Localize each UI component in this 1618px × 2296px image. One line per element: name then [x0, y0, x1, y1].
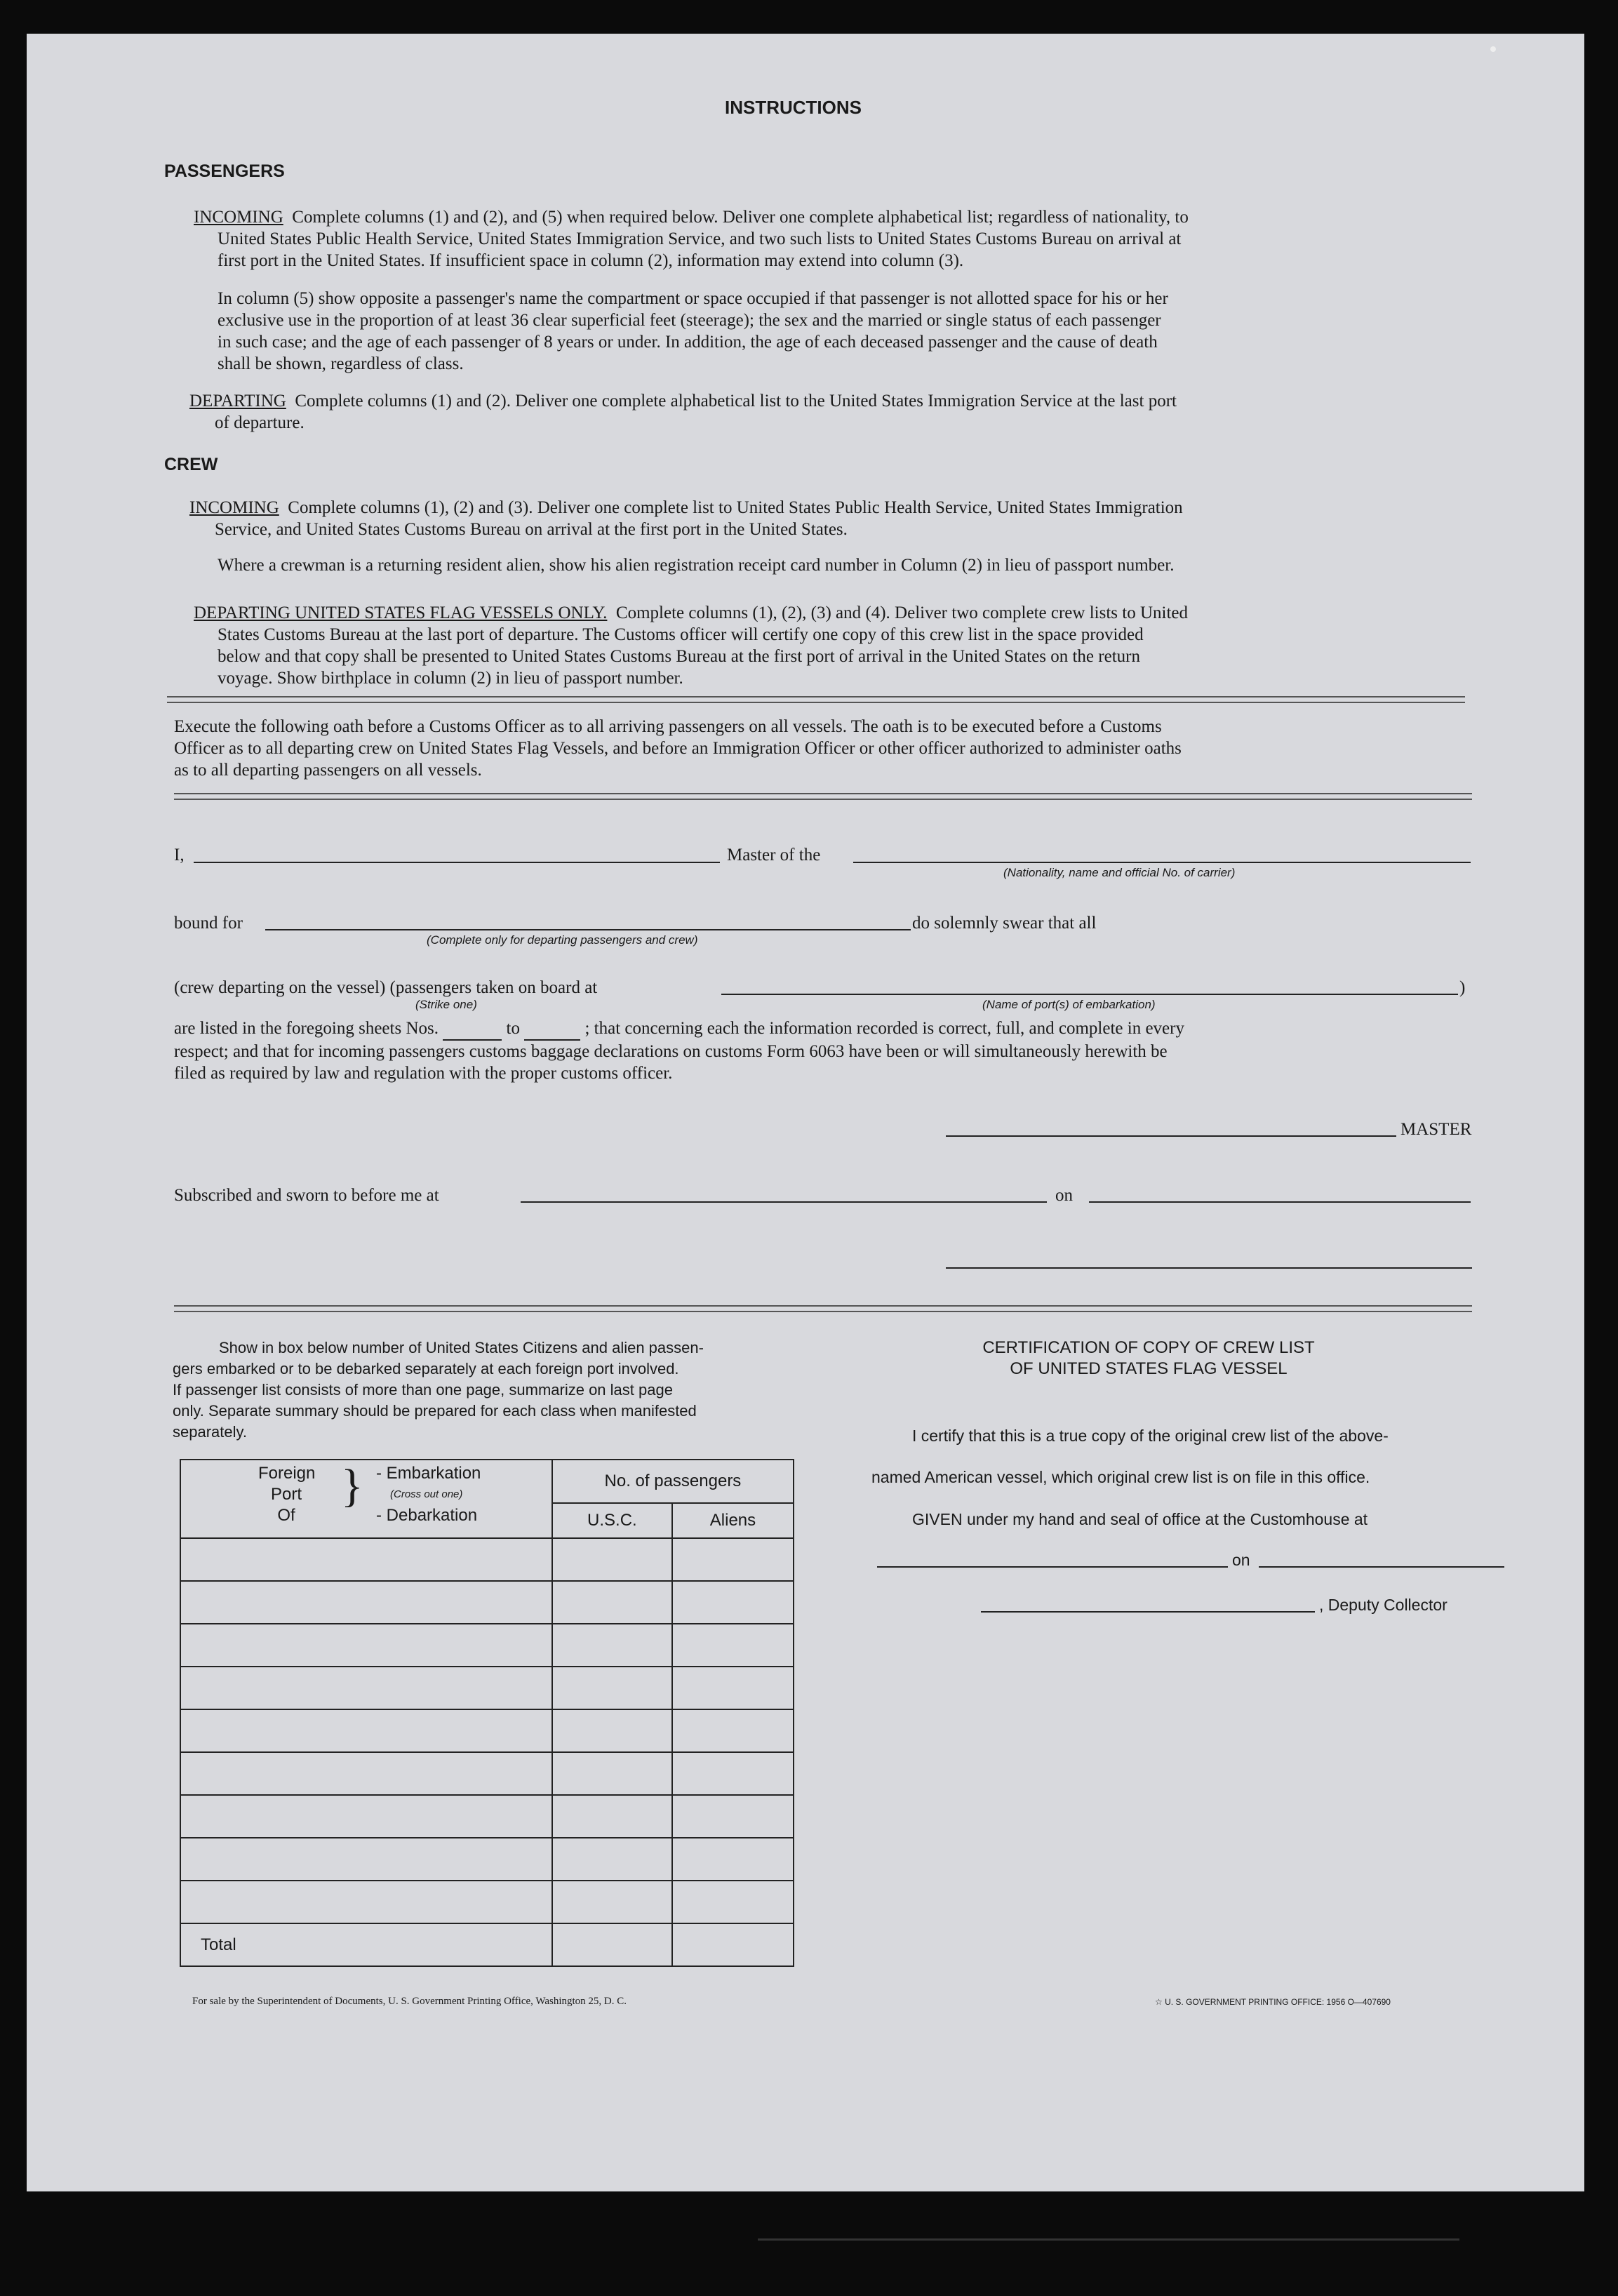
passengers-heading: PASSENGERS: [164, 161, 285, 181]
certification-heading: [864, 1337, 1433, 1380]
carrier-caption: (Nationality, name and official No. of carrier): [1003, 866, 1236, 879]
certification-line-3: GIVEN under my hand and seal of office at the Customhouse at: [912, 1510, 1368, 1528]
crew-heading: CREW: [164, 455, 218, 474]
usc-cell[interactable]: [552, 1624, 672, 1667]
summary-intro-4: only. Separate summary should be prepared for each class when manifested: [173, 1402, 697, 1420]
aliens-cell[interactable]: [672, 1838, 794, 1881]
customhouse-field[interactable]: [877, 1566, 1228, 1568]
oath-intro-line-1: Execute the following oath before a Customs Officer as to all arriving passengers on all vessels. The oath is to be executed before a Customs: [174, 717, 1162, 736]
table-row: [180, 1624, 794, 1667]
crew-incoming-text: Complete columns (1), (2) and (3). Deliver one complete list to United States Public Health Service, United States Immigration: [288, 498, 1183, 517]
table-row: [180, 1838, 794, 1881]
aliens-cell[interactable]: [672, 1752, 794, 1795]
aliens-cell[interactable]: [672, 1795, 794, 1838]
listed-paragraph: [174, 1017, 1479, 1084]
of-label: Of: [277, 1506, 295, 1525]
aliens-cell[interactable]: [672, 1624, 794, 1667]
page-title: INSTRUCTIONS: [725, 97, 862, 118]
passengers-incoming-text: Complete columns (1) and (2), and (5) when required below. Deliver one complete alphabetical list; regardless of nationality, to: [292, 208, 1189, 227]
bound-for-field[interactable]: [265, 929, 911, 930]
usc-cell[interactable]: [552, 1667, 672, 1709]
crew-departing-text-4: voyage. Show birthplace in column (2) in lieu of passport number.: [218, 669, 683, 688]
col5-line-2: exclusive use in the proportion of at least 36 clear superficial feet (steerage); the sex and the married or single status of each passenger: [218, 311, 1161, 330]
summary-intro-3: If passenger list consists of more than one page, summarize on last page: [173, 1381, 673, 1399]
embarkation-label: - Embarkation: [376, 1464, 481, 1483]
passengers-incoming-paragraph: [194, 206, 1471, 272]
usc-cell[interactable]: [552, 1881, 672, 1923]
total-aliens-cell[interactable]: [672, 1923, 794, 1966]
table-row: [180, 1667, 794, 1709]
deputy-collector-label: , Deputy Collector: [1319, 1596, 1447, 1614]
bound-for-label: bound for: [174, 914, 243, 933]
certification-line-2: named American vessel, which original crew list is on file in this office.: [871, 1468, 1370, 1486]
port-cell[interactable]: [180, 1881, 552, 1923]
summary-intro-5: separately.: [173, 1423, 247, 1441]
table-row: [180, 1795, 794, 1838]
usc-cell[interactable]: [552, 1538, 672, 1581]
passengers-departing-label: DEPARTING: [189, 392, 286, 411]
deputy-collector-signature-field[interactable]: [981, 1611, 1315, 1613]
footer-right: ☆ U. S. GOVERNMENT PRINTING OFFICE: 1956 O—407690: [1155, 1997, 1391, 2007]
scan-edge-line: [758, 2238, 1459, 2241]
summary-intro-1: Show in box below number of United States Citizens and alien passen-: [219, 1339, 704, 1356]
sworn-on-label: on: [1055, 1186, 1073, 1205]
aliens-cell[interactable]: [672, 1538, 794, 1581]
crew-departing-label: DEPARTING UNITED STATES FLAG VESSELS ONLY.: [194, 603, 608, 622]
col5-line-3: in such case; and the age of each passenger of 8 years or under. In addition, the age of each deceased passenger and the cause of death: [218, 333, 1158, 352]
passengers-departing-text-2: of departure.: [215, 413, 305, 432]
listed-text-a: are listed in the foregoing sheets Nos.: [174, 1019, 439, 1038]
listed-text-c: ; that concerning each the information recorded is correct, full, and complete in every: [584, 1019, 1184, 1038]
aliens-cell[interactable]: [672, 1881, 794, 1923]
foreign-label: Foreign: [258, 1464, 316, 1483]
usc-cell[interactable]: [552, 1581, 672, 1624]
col5-line-1: In column (5) show opposite a passenger's name the compartment or space occupied if that passenger is not allotted space for his or her: [218, 289, 1168, 308]
aliens-header: Aliens: [672, 1503, 794, 1538]
debarkation-label: - Debarkation: [376, 1506, 478, 1525]
summary-intro-2: gers embarked or to be debarked separately at each foreign port involved.: [173, 1360, 679, 1377]
port-cell[interactable]: [180, 1838, 552, 1881]
usc-cell[interactable]: [552, 1752, 672, 1795]
table-row: [180, 1538, 794, 1581]
crew-departing-text-2: States Customs Bureau at the last port of departure. The Customs officer will certify one copy of this crew list in the space provided: [218, 625, 1144, 644]
passengers-departing-text: Complete columns (1) and (2). Deliver one complete alphabetical list to the United States Immigration Service at the last port: [295, 392, 1177, 411]
usc-cell[interactable]: [552, 1838, 672, 1881]
aliens-cell[interactable]: [672, 1581, 794, 1624]
crew-returning-text: Where a crewman is a returning resident alien, show his alien registration receipt card number in Column (2) in lieu of passport number.: [218, 556, 1175, 575]
no-passengers-header: No. of passengers: [552, 1460, 794, 1503]
strike-one-caption: (Strike one): [415, 998, 477, 1011]
master-of-the-label: Master of the: [727, 846, 821, 865]
footer-left: For sale by the Superintendent of Documents, U. S. Government Printing Office, Washington 25, D. C.: [192, 1996, 627, 2007]
port-cell[interactable]: [180, 1667, 552, 1709]
section-divider: [174, 793, 1472, 800]
crew-incoming-text-2: Service, and United States Customs Bureau on arrival at the first port in the United States.: [215, 520, 848, 539]
port-cell[interactable]: [180, 1581, 552, 1624]
table-row: [180, 1709, 794, 1752]
oath-intro-line-2: Officer as to all departing crew on United States Flag Vessels, and before an Immigration Officer or other officer authorized to administer oaths: [174, 739, 1182, 758]
total-label: Total: [180, 1923, 552, 1966]
passengers-incoming-text-2: United States Public Health Service, United States Immigration Service, and two such lists to United States Customs Bureau on arrival at: [218, 229, 1182, 248]
crew-departing-text-3: below and that copy shall be presented to United States Customs Bureau at the first port of arrival in the United States on the return: [218, 647, 1140, 666]
total-row: [180, 1923, 794, 1966]
carrier-field[interactable]: [853, 862, 1471, 863]
sworn-place-field[interactable]: [521, 1201, 1047, 1203]
close-paren: ): [1459, 978, 1466, 997]
aliens-cell[interactable]: [672, 1667, 794, 1709]
crew-incoming-label: INCOMING: [189, 498, 279, 517]
crew-incoming-paragraph: [189, 497, 1473, 540]
table-row: [180, 1581, 794, 1624]
passenger-summary-table: [180, 1459, 794, 1967]
usc-header: U.S.C.: [552, 1503, 672, 1538]
listed-text-b: to: [506, 1019, 520, 1038]
crew-departing-label: (crew departing on the vessel) (passengers taken on board at: [174, 978, 598, 997]
master-signature-field[interactable]: [946, 1135, 1396, 1137]
table-row: [180, 1881, 794, 1923]
sheet-to-field[interactable]: [524, 1017, 580, 1041]
passengers-departing-paragraph: [189, 390, 1473, 434]
swear-label: do solemnly swear that all: [912, 914, 1097, 933]
sworn-date-field[interactable]: [1089, 1201, 1471, 1203]
oath-intro: [174, 716, 1479, 781]
certification-date-field[interactable]: [1259, 1566, 1504, 1568]
cross-out-label: (Cross out one): [390, 1488, 463, 1500]
table-row: [180, 1752, 794, 1795]
foreign-port-header: [180, 1460, 552, 1538]
form-page: [27, 34, 1584, 2191]
passengers-incoming-label: INCOMING: [194, 208, 283, 227]
passengers-incoming-text-3: first port in the United States. If insufficient space in column (2), information may extend into column (3).: [218, 251, 964, 270]
crew-departing-text: Complete columns (1), (2), (3) and (4). Deliver two complete crew lists to United: [615, 603, 1188, 622]
master-name-field[interactable]: [194, 862, 720, 863]
aliens-cell[interactable]: [672, 1709, 794, 1752]
passengers-column5-paragraph: [218, 288, 1480, 375]
oath-i-label: I,: [174, 846, 185, 865]
officer-signature-field[interactable]: [946, 1267, 1472, 1269]
port-cell[interactable]: [180, 1752, 552, 1795]
listed-line-3: filed as required by law and regulation with the proper customs officer.: [174, 1064, 673, 1083]
port-cell[interactable]: [180, 1624, 552, 1667]
certification-heading-1: CERTIFICATION OF COPY OF CREW LIST: [982, 1338, 1315, 1357]
certification-heading-2: OF UNITED STATES FLAG VESSEL: [1010, 1359, 1288, 1378]
oath-intro-line-3: as to all departing passengers on all vessels.: [174, 761, 482, 780]
certification-on-label: on: [1232, 1551, 1250, 1569]
summary-instructions: [173, 1337, 804, 1443]
brace-icon: }: [341, 1460, 363, 1511]
bound-for-caption: (Complete only for departing passengers and crew): [427, 933, 698, 947]
master-label: MASTER: [1400, 1120, 1472, 1139]
listed-line-2: respect; and that for incoming passengers customs baggage declarations on customs Form 6063 have been or will simultaneously herewith be: [174, 1042, 1168, 1061]
subscribed-label: Subscribed and sworn to before me at: [174, 1186, 439, 1205]
section-divider: [167, 696, 1465, 703]
section-divider: [174, 1305, 1472, 1312]
port-label: Port: [270, 1485, 302, 1504]
certification-line-1: I certify that this is a true copy of the original crew list of the above-: [912, 1427, 1389, 1445]
usc-cell[interactable]: [552, 1709, 672, 1752]
embarkation-caption: (Name of port(s) of embarkation): [982, 998, 1156, 1011]
total-usc-cell[interactable]: [552, 1923, 672, 1966]
port-cell[interactable]: [180, 1709, 552, 1752]
embarkation-port-field[interactable]: [721, 994, 1458, 995]
col5-line-4: shall be shown, regardless of class.: [218, 354, 464, 373]
port-cell[interactable]: [180, 1795, 552, 1838]
usc-cell[interactable]: [552, 1795, 672, 1838]
scan-speck: [1490, 46, 1496, 52]
sheet-from-field[interactable]: [443, 1017, 502, 1041]
port-cell[interactable]: [180, 1538, 552, 1581]
crew-departing-paragraph: [194, 602, 1478, 689]
